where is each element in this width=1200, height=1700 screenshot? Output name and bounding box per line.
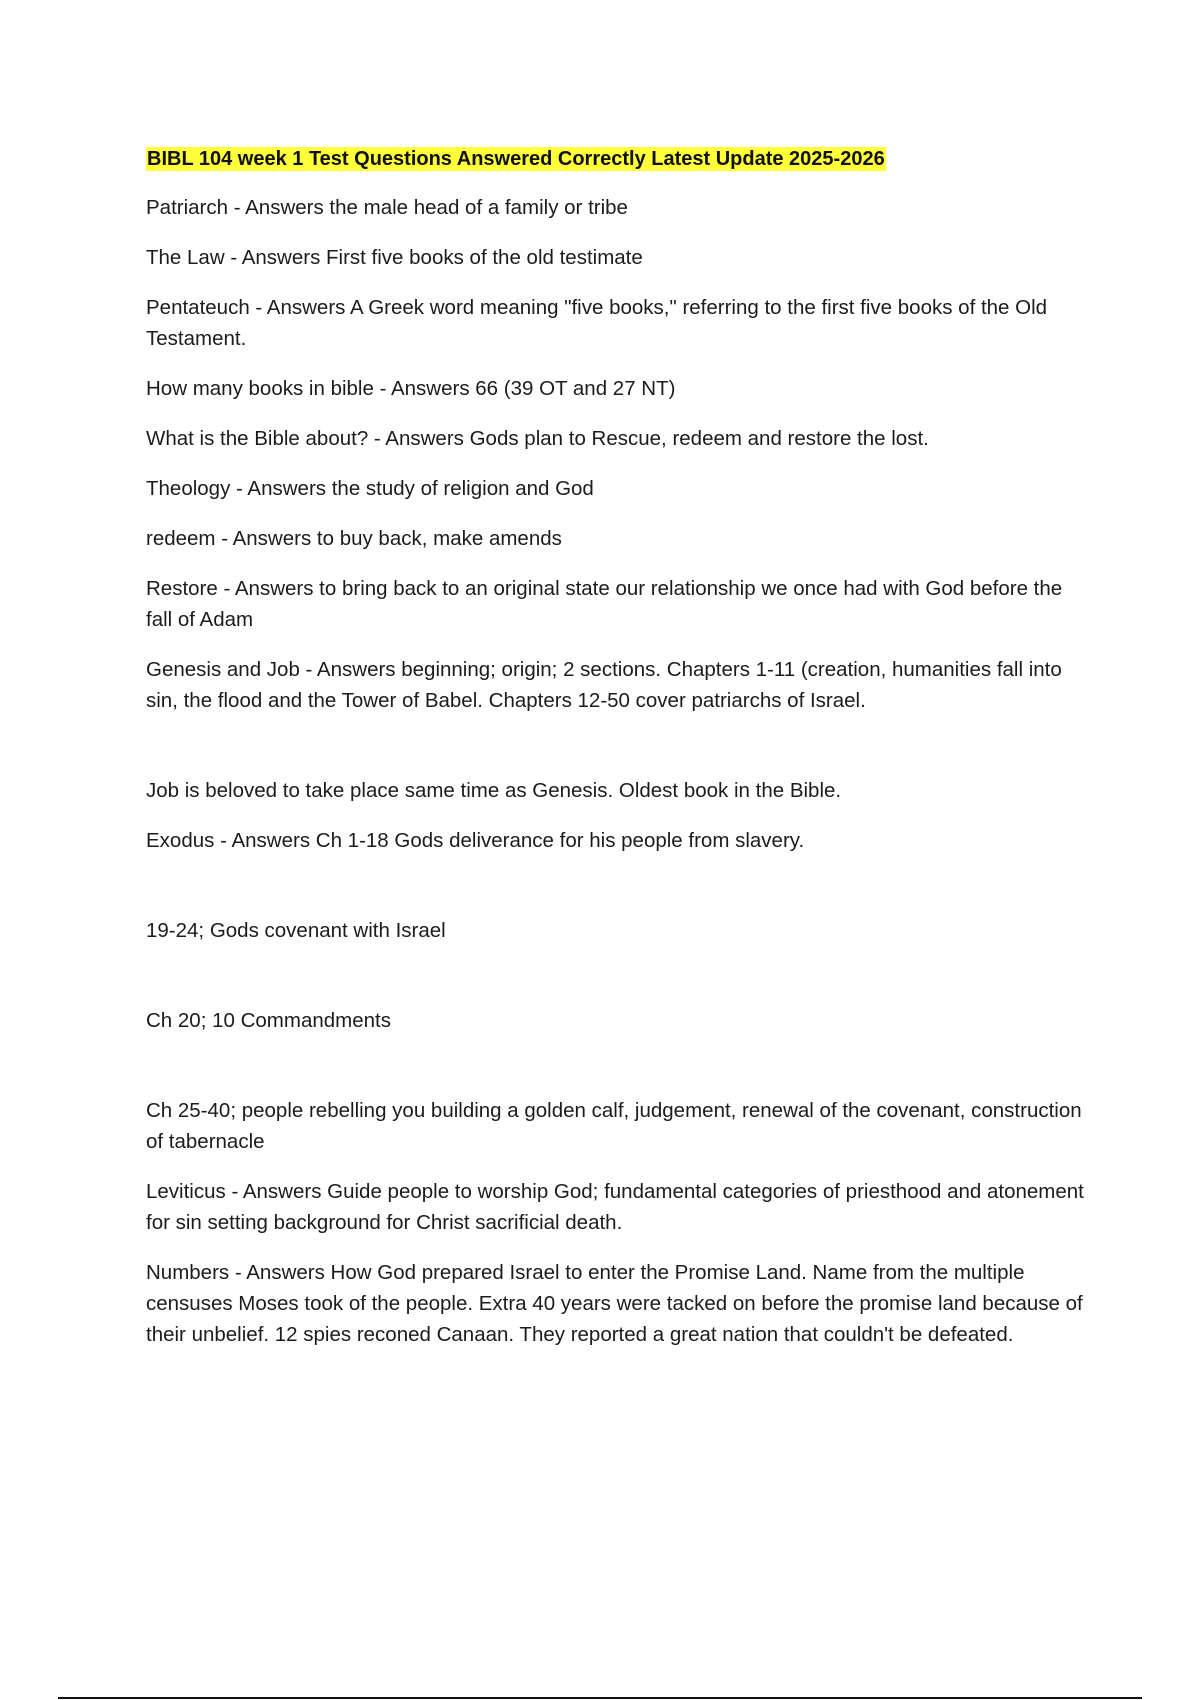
paragraph-numbers: Numbers - Answers How God prepared Israel to enter the Promise Land. Name from the multiple censuses Moses took of the people. Extra 40 years were tacked on before the promise land because of their unbelief. 12 spies reconed Canaan. They reported a great nation that couldn't be defeated. [146, 1261, 1083, 1346]
paragraph-pentateuch: Pentateuch - Answers A Greek word meaning "five books," referring to the first five books of the Old Testament. [146, 296, 1048, 350]
paragraph-the-law: The Law - Answers First five books of the old testimate [146, 246, 643, 269]
paragraph-exodus: Exodus - Answers Ch 1-18 Gods deliverance for his people from slavery. [146, 829, 805, 852]
paragraph-leviticus: Leviticus - Answers Guide people to worship God; fundamental categories of priesthood and atonement for sin setting background for Christ sacrificial death. [146, 1180, 1084, 1234]
paragraph-exodus-25-40: Ch 25-40; people rebelling you building a golden calf, judgement, renewal of the covenant, construction of tabernacle [146, 1099, 1082, 1153]
footer-divider [58, 1697, 1142, 1699]
spacer [146, 1055, 1086, 1095]
paragraph-theology: Theology - Answers the study of religion and God [146, 477, 594, 500]
paragraph-patriarch: Patriarch - Answers the male head of a family or tribe [146, 196, 628, 219]
paragraph-genesis-job: Genesis and Job - Answers beginning; origin; 2 sections. Chapters 1-11 (creation, humanities fall into sin, the flood and the Tower of Babel. Chapters 12-50 cover patriarchs of Israel. [146, 658, 1062, 712]
spacer [146, 965, 1086, 1005]
document-title: BIBL 104 week 1 Test Questions Answered Correctly Latest Update 2025-2026 [147, 148, 885, 170]
paragraph-job-note: Job is beloved to take place same time as Genesis. Oldest book in the Bible. [146, 779, 842, 802]
paragraph-exodus-ch20: Ch 20; 10 Commandments [146, 1009, 391, 1032]
spacer [146, 735, 1086, 775]
paragraph-books-count: How many books in bible - Answers 66 (39 OT and 27 NT) [146, 377, 676, 400]
spacer [146, 875, 1086, 915]
paragraph-restore: Restore - Answers to bring back to an original state our relationship we once had with God before the fall of Adam [146, 577, 1063, 631]
paragraph-exodus-19-24: 19-24; Gods covenant with Israel [146, 919, 446, 942]
title-wrap [146, 145, 1086, 173]
document-page [146, 145, 1086, 1369]
paragraph-redeem: redeem - Answers to buy back, make amends [146, 527, 562, 550]
paragraph-bible-about: What is the Bible about? - Answers Gods plan to Rescue, redeem and restore the lost. [146, 427, 929, 450]
